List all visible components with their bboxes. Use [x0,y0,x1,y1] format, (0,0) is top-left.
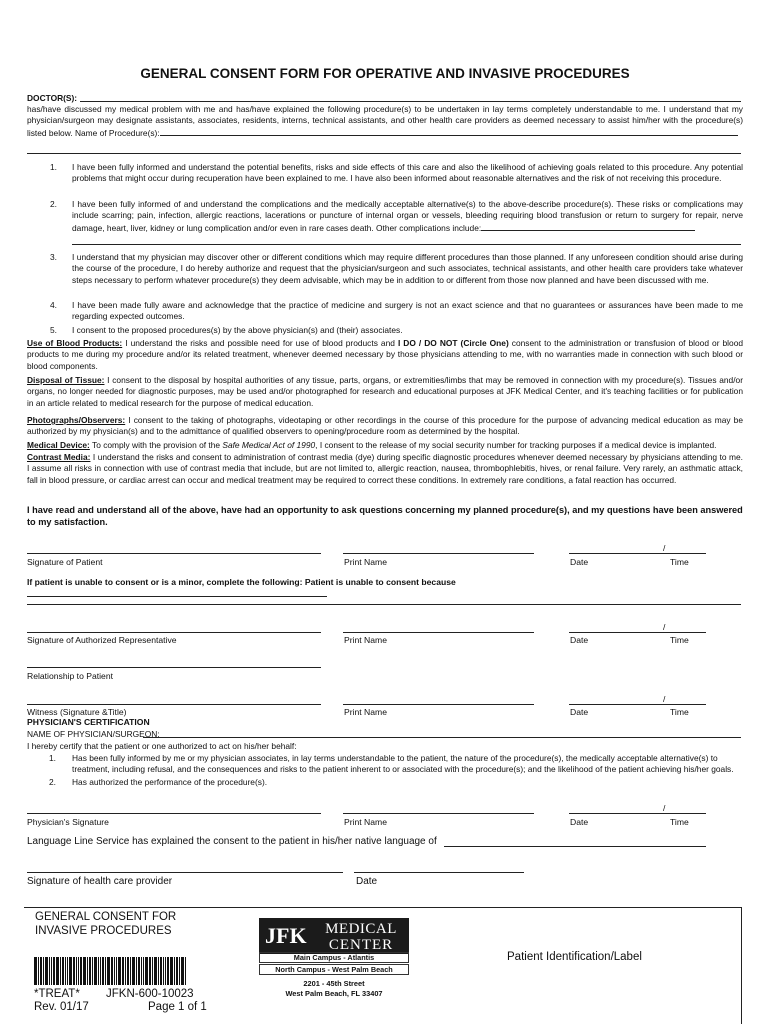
intro-paragraph [27,104,743,139]
circle-one-choice[interactable]: I DO / DO NOT (Circle One) [397,338,509,348]
witness-date-time-field[interactable] [569,704,706,705]
logo-jfk-text: JFK [265,923,307,948]
health-provider-date-field[interactable] [354,872,524,873]
unable-reason-line-2[interactable] [27,604,741,605]
name-of-physician-field[interactable] [143,737,741,738]
main-campus: Main Campus - Atlantis [259,952,409,963]
physician-certification-heading: PHYSICIAN'S CERTIFICATION [27,717,150,727]
disposal-text: I consent to the disposal by hospital authorities of any tissue, parts, organs, or extremities/limbs that may be removed in connection with my procedure(s). Tissues and/or organs, no longer needed for diagnostic purposes, may be used and/or photographed for research and educational purposes at JFK Medical Center, and it's teaching facilities or for publication in an article related to medical research for the purpose of medical education. [27,375,743,408]
physician-signature-field[interactable] [27,813,321,814]
north-campus: North Campus - West Palm Beach [259,964,409,975]
witness-date-slash: / [663,694,666,704]
other-complications-field[interactable] [481,222,695,231]
procedure-name-line-2[interactable] [27,153,741,154]
print-name-label: Print Name [344,635,387,645]
medical-device-text-b: , I consent to the release of my social security number for tracking purposes if a medical device is implanted. [315,440,717,450]
health-provider-signature-field[interactable] [27,872,343,873]
barcode [34,957,232,985]
representative-signature-field[interactable] [27,632,321,633]
cert-item-2-number: 2. [49,777,56,787]
footer-form-code: JFKN-600-10023 [106,988,194,1000]
contrast-media-text: I understand the risks and consent to administration of contrast media (dye) during specific diagnostic procedures whenever deemed necessary by physicians attending to me. I assume all risks in connection with use of contrast media that include, but are not limited to, allergic reaction, nausea, thrombophlebitis, hives, or renal failure. Very rarely, an asthmatic attack, fall in blood pressure, or cardiac arrest can occur and medical treatment may be required to correct these conditions. In extremely rare conditions, a fatal reaction has occurred. [27,452,743,485]
signature-of-patient-label: Signature of Patient [27,557,103,567]
item-2-number: 2. [50,199,57,209]
cert-item-1-number: 1. [49,753,56,763]
footer-revision: Rev. 01/17 [34,1001,89,1013]
physician-date-slash: / [663,803,666,813]
print-name-label: Print Name [344,707,387,717]
disposal-section [27,375,743,409]
item-4-number: 4. [50,300,57,310]
photographs-section [27,415,743,438]
date-label: Date [570,707,589,717]
other-complications-line-2[interactable] [72,244,741,245]
time-label: Time [670,557,689,567]
time-label: Time [670,707,689,717]
print-name-label: Print Name [344,817,387,827]
authorized-representative-label: Signature of Authorized Representative [27,635,177,645]
address-line-2: West Palm Beach, FL 33407 [285,989,383,998]
blood-products-heading: Use of Blood Products: [27,338,123,348]
footer-form-name-line-2: INVASIVE PROCEDURES [35,925,172,937]
contrast-media-section [27,452,743,486]
item-5-number: 5. [50,325,57,335]
witness-print-name-field[interactable] [343,704,534,705]
form-title: GENERAL CONSENT FORM FOR OPERATIVE AND INVASIVE PROCEDURES [140,66,630,81]
representative-date-time-field[interactable] [569,632,706,633]
name-of-physician-label: NAME OF PHYSICIAN/SURGEON: [27,729,160,739]
item-2-text [72,199,743,234]
native-language-field[interactable] [444,846,706,847]
doctors-label: DOCTOR(S): [27,93,78,103]
item-3-text: I understand that my physician may discover other or different conditions which may require different procedures than those planned. If any unforeseen condition should arise during the course of the procedure, I do hereby authorize and request that the physician/surgeon and such associates, technical assistants, and other health care providers take whatever steps necessary to perform whatever procedure(s) they deem advisable, which may be in addition to or different from those now planned and have been discussed with me. [72,252,743,285]
jfk-logo [259,918,409,954]
logo-medical-text: MEDICAL [325,921,397,937]
item-2-body: I have been fully informed of and understand the complications and the medically acceptable alternative(s) to the above-describe procedure(s). These risks or complications may include scarring; pain, infection, allergic reactions, lacerations or puncture of internal organ or vessels, bleeding requiring blood transfusion or return to surgery for repair, nerve damage, heart, liver, kidney or lung complication and/or even in rare cases death. Other complications include: [72,199,743,233]
certify-statement: I hereby certify that the patient or one authorized to act on his/her behalf: [27,741,297,751]
representative-date-slash: / [663,622,666,632]
patient-date-time-field[interactable] [569,553,706,554]
medical-device-heading: Medical Device: [27,440,90,450]
physician-date-time-field[interactable] [569,813,706,814]
patient-identification-label: Patient Identification/Label [507,951,642,963]
date-label: Date [570,557,589,567]
date-label: Date [570,635,589,645]
item-4-text: I have been made fully aware and acknowledge that the practice of medicine and surgery is not an exact science and that no guarantees or assurances have been made to me regarding expected outcomes. [72,300,743,322]
cert-item-2-text: Has authorized the performance of the procedure(s). [72,777,268,787]
photographs-heading: Photographs/Observers: [27,415,126,425]
item-5-text: I consent to the proposed procedures(s) by the above physician(s) and (their) associates. [72,325,403,335]
physician-signature-label: Physician's Signature [27,817,109,827]
time-label: Time [670,817,689,827]
date-label: Date [570,817,589,827]
unable-reason-field[interactable] [27,588,327,597]
footer-page-number: Page 1 of 1 [148,1001,207,1013]
footer-treat: *TREAT* [34,988,80,1000]
photographs-text: I consent to the taking of photographs, videotaping or other recordings in the course of this procedure for the purpose of advancing medical education as may be authorized by my physician(s) and to the admittance of qualified observers to opening/procedure room as determined by the hospital. [27,415,743,437]
relationship-field[interactable] [27,667,321,668]
item-1-text: I have been fully informed and understand the potential benefits, risks and side effects of this care and also the likelihood of achieving goals related to this procedure. Any potential problems that might occur during recuperation have been explained to me. I have also been informed about reasonable alternatives and the risk of not receiving this procedure. [72,162,743,184]
cert-item-1-text: Has been fully informed by me or my physician associates, in lay terms understandable to the patient, the nature of the procedure(s), the medically acceptable alternative(s) to treatment, including refusal, and the consequences and risks to the patient inherent to or associated with the procedure(s); and the likelihood of the patient achieving his/her goals. [72,753,734,775]
logo-center-text: CENTER [328,937,394,953]
intro-text: has/have discussed my medical problem with me and has/have explained the following procedure(s) to be undertaken in lay terms completely understandable to me. I understand that my physician/surgeon may designate assistants, associates, residents, interns, technical assistants, and other health care providers as deemed necessary to assist him/her with the procedure(s) listed below. Name of Procedure(s): [27,104,743,138]
relationship-label: Relationship to Patient [27,671,113,681]
physician-print-name-field[interactable] [343,813,534,814]
patient-signature-field[interactable] [27,553,321,554]
closing-statement: I have read and understand all of the above, have had an opportunity to ask questions concerning my planned procedure(s), and my questions have been answered to my satisfaction. [27,505,743,528]
health-provider-label: Signature of health care provider [27,876,173,887]
witness-label: Witness (Signature &Title) [27,707,127,717]
blood-products-text-a: I understand the risks and possible need for use of blood products and [122,338,398,348]
witness-signature-field[interactable] [27,704,321,705]
unable-to-consent [27,577,743,601]
medical-device-text-a: To comply with the provision of the [89,440,223,450]
print-name-label: Print Name [344,557,387,567]
patient-date-slash: / [663,543,666,553]
representative-print-name-field[interactable] [343,632,534,633]
patient-print-name-field[interactable] [343,553,534,554]
blood-products-text-b: consent to the administration or transfusion of blood or blood products to me during my procedure and/or its related treatment, whenever deemed necessary by those physicians attending to me, with no warranties made in connection with such blood or blood components. [27,338,744,371]
item-3-number: 3. [50,252,57,262]
language-line-statement: Language Line Service has explained the consent to the patient in his/her native language of [27,836,437,847]
blood-products-section [27,338,743,372]
doctors-field[interactable] [80,101,741,102]
item-1-number: 1. [50,162,57,172]
contrast-media-heading: Contrast Media: [27,452,91,462]
medical-device-section [27,440,743,451]
footer-form-name [35,910,176,938]
procedure-name-field[interactable] [160,127,738,136]
safe-medical-act: Safe Medical Act of 1990 [222,440,316,450]
disposal-heading: Disposal of Tissue: [27,375,105,385]
time-label: Time [670,635,689,645]
health-provider-date-label: Date [356,876,378,887]
unable-to-consent-text: If patient is unable to consent or is a minor, complete the following: Patient is unable to consent because [27,577,456,587]
address-line-1: 2201 - 45th Street [303,979,365,988]
footer-form-name-line-1: GENERAL CONSENT FOR [35,911,177,923]
